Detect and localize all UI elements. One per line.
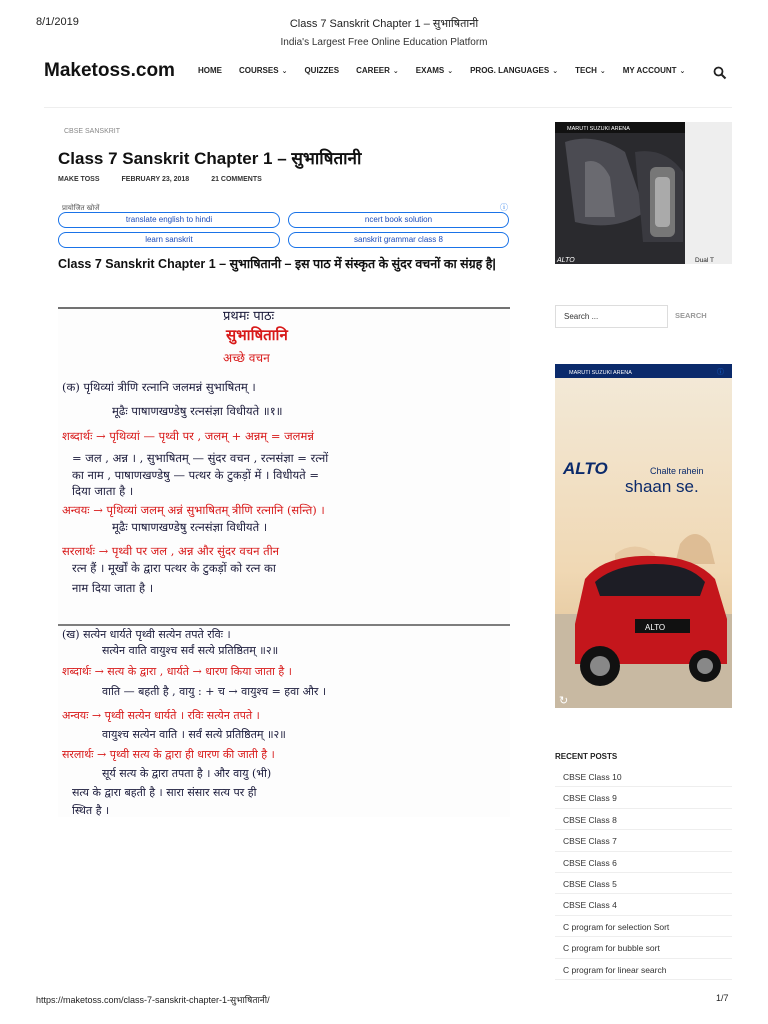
replay-icon[interactable]: ↻ [559,695,569,707]
post-comments[interactable]: 21 COMMENTS [211,176,262,183]
notes-line: अन्वयः → पृथ्वी सत्येन धार्यते । रविः सत्येन तपते । [62,709,260,722]
notes-line: दिया जाता है । [72,484,134,498]
notes-line: सूर्य सत्य के द्वारा तपता है । और वायु (भी) [102,767,272,780]
notes-subtitle: अच्छे वचन [223,351,270,365]
notes-title: सुभाषितानि [226,326,288,344]
recent-post-link[interactable]: CBSE Class 9 [555,787,732,808]
notes-line: वायुश्च सत्येन वाति । सर्वं सत्ये प्रतिष्ठितम् ॥२॥ [102,728,286,741]
recent-post-link[interactable]: CBSE Class 8 [555,809,732,830]
notes-line: सरलार्थः → पृथ्वी सत्य के द्वारा ही धारण की जाती है । [62,748,275,761]
notes-line: अन्वयः → पृथिव्यां जलम् अन्नं सुभाषितम् त्रीणि रत्नानि (सन्ति) । [62,503,325,517]
recent-post-link[interactable]: C program for linear search [555,959,732,980]
chevron-down-icon: ⌄ [552,67,559,75]
post-date: FEBRUARY 23, 2018 [121,176,190,183]
handwritten-notes-image [58,307,510,817]
main-nav [198,66,702,75]
chevron-down-icon: ⌄ [447,67,454,75]
recent-post-link[interactable]: CBSE Class 4 [555,894,732,915]
notes-line: सत्येन वाति वायुश्च सर्वं सत्ये प्रतिष्ठितम् ॥२॥ [102,644,279,657]
nav-exams[interactable]: EXAMS ⌄ [415,66,454,75]
chevron-down-icon: ⌄ [679,67,686,75]
ad-caption: Dual T [695,257,715,264]
nav-quizzes[interactable]: QUIZZES [304,66,340,75]
notes-line: स्थित है । [72,804,110,817]
recent-posts-heading: RECENT POSTS [555,752,618,761]
chevron-down-icon: ⌄ [599,67,606,75]
ad-model: ALTO [563,459,608,478]
notes-line: वाति — बहती है , वायु : + च → वायुश्च = हवा और । [102,685,327,698]
recent-post-link[interactable]: C program for bubble sort [555,937,732,958]
site-tagline: India's Largest Free Online Education Platform [280,37,488,48]
ad-link-translate[interactable]: translate english to hindi [58,212,280,228]
sidebar-ad-alto[interactable] [555,364,732,708]
post-title: Class 7 Sanskrit Chapter 1 – सुभाषितानी [58,149,362,168]
ad-link-learn-sanskrit[interactable]: learn sanskrit [58,232,280,248]
ad-brand: MARUTI SUZUKI ARENA [567,126,630,132]
nav-tech[interactable]: TECH ⌄ [575,66,606,75]
post-intro: Class 7 Sanskrit Chapter 1 – सुभाषितानी – इस पाठ में संस्कृत के सुंदर वचनों का संग्रह है| [58,257,496,271]
print-page-number: 1/7 [716,993,729,1003]
post-category[interactable]: CBSE SANSKRIT [64,128,121,135]
notes-line: मूढैः पाषाणखण्डेषु रत्नसंज्ञा विधीयते । [112,520,268,534]
post-author[interactable]: MAKE TOSS [58,176,100,183]
ad-license-plate: ALTO [645,623,666,632]
print-url: https://maketoss.com/class-7-sanskrit-chapter-1-सुभाषितानी/ [36,995,270,1005]
nav-prog-languages[interactable]: PROG. LANGUAGES ⌄ [470,66,559,75]
ad-info-icon[interactable]: ⓘ [500,203,508,212]
nav-my-account[interactable]: MY ACCOUNT ⌄ [622,66,686,75]
nav-career[interactable]: CAREER ⌄ [356,66,399,75]
notes-line: सत्य के द्वारा बहती है । सारा संसार सत्य पर ही [72,786,257,799]
sponsored-label: प्रायोजित खोजें [62,205,100,212]
notes-line: शब्दार्थः → पृथिव्यां — पृथ्वी पर , जलम् + अन्नम् = जलमन्नं [62,429,314,443]
header-divider [44,107,732,108]
chevron-down-icon: ⌄ [392,67,399,75]
nav-courses[interactable]: COURSES ⌄ [239,66,288,75]
recent-post-link[interactable]: CBSE Class 5 [555,873,732,894]
recent-post-link[interactable]: CBSE Class 10 [555,766,732,787]
recent-post-link[interactable]: CBSE Class 6 [555,852,732,873]
notes-line: शब्दार्थः → सत्य के द्वारा , धार्यते → धारण किया जाता है । [62,665,292,678]
print-date: 8/1/2019 [36,16,79,28]
nav-home[interactable]: HOME [198,66,222,75]
ad-model: ALTO [557,257,575,264]
ad-slogan: Chalte rahein [650,466,704,476]
notes-line: का नाम , पाषाणखण्डेषु — पत्थर के टुकड़ों में । विधीयते = [72,468,320,482]
print-title: Class 7 Sanskrit Chapter 1 – सुभाषितानी [289,18,479,30]
notes-chapter-heading: प्रथमः पाठः [223,309,275,324]
recent-posts-list [555,766,732,980]
notes-line: नाम दिया जाता है । [72,581,154,595]
notes-line: मूढैः पाषाणखण्डेषु रत्नसंज्ञा विधीयते ॥१॥ [112,404,283,418]
post-meta [58,176,284,183]
notes-line: रत्न हैं । मूर्खों के द्वारा पत्थर के टुकड़ों को रत्न का [72,561,276,575]
ad-link-ncert[interactable]: ncert book solution [288,212,509,228]
recent-post-link[interactable]: CBSE Class 7 [555,830,732,851]
notes-line: सरलार्थः → पृथ्वी पर जल , अन्न और सुंदर वचन तीन [62,544,280,558]
ad-link-sanskrit-grammar[interactable]: sanskrit grammar class 8 [288,232,509,248]
chevron-down-icon: ⌄ [281,67,288,75]
notes-line: = जल , अन्न । , सुभाषितम् — सुंदर वचन , रत्नसंज्ञा = रत्नों [72,451,329,465]
sidebar-ad-car-interior[interactable] [555,122,732,264]
ad-brand: MARUTI SUZUKI ARENA [569,370,632,376]
notes-line: (क) पृथिव्यां त्रीणि रत्नानि जलमन्नं सुभाषितम् । [62,380,256,394]
sidebar-search-input[interactable]: Search ... [555,305,668,328]
site-logo[interactable]: Maketoss.com [44,60,175,81]
ad-info-icon[interactable]: ⓘ [717,369,724,376]
recent-post-link[interactable]: C program for selection Sort [555,916,732,937]
notes-line: (ख) सत्येन धार्यते पृथ्वी सत्येन तपते रविः । [62,628,231,641]
search-icon[interactable] [713,66,727,80]
sidebar-search-button[interactable]: SEARCH [675,311,707,320]
ad-slogan-large: shaan se. [625,477,699,496]
